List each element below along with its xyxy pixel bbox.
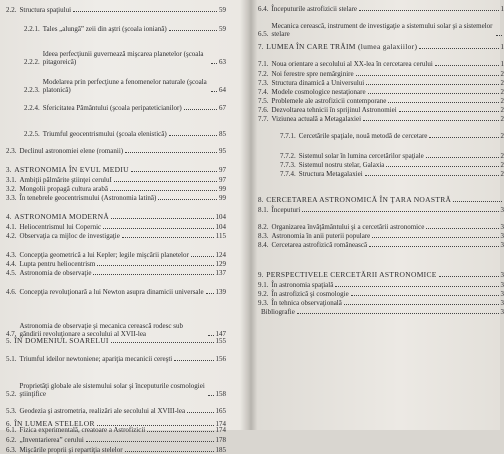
toc-entry-title: Sfericitatea Pământului (şcoala peripateticianilor) bbox=[43, 104, 182, 112]
toc-entry-title: În astrofizică şi cosmologie bbox=[272, 290, 349, 298]
toc-entry-title: În astronomia spaţială bbox=[272, 281, 334, 289]
toc-entry-page-number: 3 bbox=[501, 290, 504, 298]
toc-entry-title: Mongolii propagă cultura arabă bbox=[20, 185, 108, 193]
toc-entry-title: ÎN DOMENIUL SOARELUI bbox=[14, 337, 108, 345]
toc-entry-page-number: 3 bbox=[501, 241, 504, 249]
toc-entry-title: Dezvoltarea tehnicii în sprijinul Astronomiei bbox=[272, 106, 397, 114]
toc-entry-page-number: 2 bbox=[501, 161, 504, 169]
toc-entry-title: Lupta pentru heliocentrism bbox=[20, 260, 96, 268]
toc-entry-page-number: 3 bbox=[501, 223, 504, 231]
toc-entry-page-number: 64 bbox=[219, 86, 226, 94]
toc-entry-title: CERCETAREA ASTRONOMICĂ ÎN ŢARA NOASTRĂ bbox=[266, 196, 451, 204]
toc-entry-title: Proprietăţi globale ale sistemului solar şi începuturile cosmologiei ştiinţifice bbox=[20, 382, 206, 398]
toc-entry-page-number: 137 bbox=[216, 269, 227, 277]
toc-section-heading bbox=[6, 213, 226, 221]
toc-entry-title: Noi ferestre spre nemărginire bbox=[272, 70, 354, 78]
toc-entry-number: 8.1. bbox=[258, 206, 269, 214]
toc-entry-title: ASTRONOMIA ÎN EVUL MEDIU bbox=[14, 166, 129, 174]
toc-entry-title: Mecanica cerească, instrument de investigaţie a sistemului solar şi a sistemelor stelare bbox=[272, 22, 495, 38]
toc-entry-number: 3.1. bbox=[6, 176, 17, 184]
dot-leader bbox=[335, 286, 498, 287]
dot-leader bbox=[169, 135, 217, 136]
dot-leader bbox=[297, 313, 499, 314]
dot-leader bbox=[73, 11, 217, 12]
dot-leader bbox=[359, 10, 498, 11]
dot-leader bbox=[211, 63, 217, 64]
dot-leader bbox=[97, 265, 213, 266]
toc-entry-page-number: 2 bbox=[501, 170, 504, 178]
toc-entry-title: În tenebrele geocentrismului (Astronomia latină) bbox=[20, 194, 157, 202]
toc-entry bbox=[258, 79, 504, 87]
toc-entry-number: 7.3. bbox=[258, 79, 269, 87]
toc-entry bbox=[6, 194, 226, 202]
toc-entry-page-number: 63 bbox=[219, 58, 226, 66]
toc-entry bbox=[6, 355, 226, 363]
dot-leader bbox=[368, 93, 499, 94]
toc-entry-page-number: 2 bbox=[501, 152, 504, 160]
toc-entry-number: 8.4. bbox=[258, 241, 269, 249]
toc-entry-number: 3.2. bbox=[6, 185, 17, 193]
toc-entry-page-number: 2 bbox=[501, 88, 504, 96]
toc-entry-number: 4.3. bbox=[6, 251, 17, 259]
dot-leader bbox=[302, 211, 498, 212]
dot-leader bbox=[111, 342, 214, 343]
dot-leader bbox=[386, 166, 498, 167]
toc-entry-title: Structura Metagalaxiei bbox=[299, 170, 363, 178]
toc-entry-title: Structura spaţiului bbox=[20, 6, 72, 14]
toc-entry-title: Modele cosmologice nestaţionare bbox=[272, 88, 366, 96]
toc-entry-number: 7.7.4. bbox=[280, 170, 296, 178]
dot-leader bbox=[125, 451, 214, 452]
toc-entry-title: Heliocentrismul lui Copernic bbox=[20, 223, 102, 231]
dot-leader bbox=[103, 228, 213, 229]
toc-section-heading bbox=[258, 196, 504, 204]
toc-entry-number: 2.2.5. bbox=[24, 130, 40, 138]
toc-entry-title: Sistemul solar în lumina cercetărilor spaţiale bbox=[299, 152, 424, 160]
toc-entry-page-number: 174 bbox=[216, 420, 227, 428]
toc-section-heading bbox=[6, 166, 226, 174]
dot-leader bbox=[496, 35, 502, 36]
toc-entry-number: 2.2.4. bbox=[24, 104, 40, 112]
toc-entry-page-number: 156 bbox=[216, 355, 227, 363]
toc-entry-number: 7.7.1. bbox=[280, 132, 296, 140]
toc-entry-page-number: 115 bbox=[216, 232, 226, 240]
toc-entry-title: Triumful geocentrismului (şcoala elenistică) bbox=[43, 130, 167, 138]
toc-entry-number: 9. bbox=[258, 271, 263, 279]
dot-leader bbox=[125, 152, 217, 153]
dot-leader bbox=[110, 190, 217, 191]
toc-entry-title: ASTRONOMIA MODERNĂ bbox=[14, 213, 109, 221]
toc-entry-number: 7.4. bbox=[258, 88, 269, 96]
dot-leader bbox=[86, 441, 214, 442]
toc-entry-page-number: 99 bbox=[219, 194, 226, 202]
toc-entry bbox=[6, 446, 226, 454]
toc-entry-title: ÎN LUMEA STELELOR bbox=[14, 420, 95, 428]
toc-entry bbox=[6, 382, 226, 398]
toc-entry-number: 4.7. bbox=[6, 330, 17, 338]
dot-leader bbox=[184, 109, 217, 110]
toc-entry-number: 6.4. bbox=[258, 5, 269, 13]
dot-leader bbox=[435, 65, 499, 66]
toc-entry bbox=[6, 251, 226, 259]
toc-entry bbox=[258, 70, 504, 78]
toc-entry-title: Concepţia geometrică a lui Kepler; legile mişcării planetelor bbox=[20, 251, 189, 259]
toc-entry-number: 3.3. bbox=[6, 194, 17, 202]
dot-leader bbox=[426, 228, 498, 229]
toc-entry-number: 4.1. bbox=[6, 223, 17, 231]
dot-leader bbox=[191, 256, 214, 257]
toc-entry-page-number: 104 bbox=[216, 213, 227, 221]
toc-entry bbox=[258, 22, 504, 38]
dot-leader bbox=[187, 412, 213, 413]
toc-entry-page-number: 3 bbox=[501, 271, 504, 279]
toc-entry-page-number: 2 bbox=[501, 132, 504, 140]
dot-leader bbox=[369, 246, 498, 247]
toc-entry-number: 4.2. bbox=[6, 232, 17, 240]
dot-leader bbox=[399, 111, 499, 112]
dot-leader bbox=[122, 237, 214, 238]
toc-entry-page-number: 3 bbox=[501, 206, 504, 214]
toc-entry-page-number: 2 bbox=[501, 106, 504, 114]
toc-section-heading bbox=[258, 43, 504, 51]
toc-entry-number: 7.5. bbox=[258, 97, 269, 105]
toc-entry-page-number: 3 bbox=[501, 232, 504, 240]
toc-entry-title: Modelarea prin perfecţiune a fenomenelor naturale (şcoala platonică) bbox=[43, 78, 209, 94]
toc-entry-number: 6.3. bbox=[6, 446, 17, 454]
toc-entry-number: 2.2.2. bbox=[24, 58, 40, 66]
toc-entry-title: Geodezia şi astrometria, realizări ale secolului al XVIII-lea bbox=[20, 407, 186, 415]
toc-entry-page-number: 3 bbox=[501, 308, 504, 316]
toc-entry-number: 3. bbox=[6, 166, 11, 174]
dot-leader bbox=[174, 360, 213, 361]
toc-entry-number: 7.2. bbox=[258, 70, 269, 78]
toc-entry-title: Astronomia de observaţie bbox=[20, 269, 92, 277]
toc-entry bbox=[258, 5, 504, 13]
dot-leader bbox=[169, 30, 217, 31]
toc-entry-page-number: 155 bbox=[216, 337, 227, 345]
toc-entry-page-number: 147 bbox=[216, 330, 227, 338]
toc-entry-title: Începuturile astrofizicii stelare bbox=[272, 5, 358, 13]
toc-entry bbox=[258, 152, 504, 160]
toc-entry-title: Problemele ale astrofizicii contemporane bbox=[272, 97, 387, 105]
toc-entry-number: 9.3. bbox=[258, 299, 269, 307]
toc-entry-page-number: 185 bbox=[216, 446, 227, 454]
dot-leader bbox=[388, 102, 498, 103]
dot-leader bbox=[372, 237, 498, 238]
dot-leader bbox=[344, 304, 499, 305]
dot-leader bbox=[439, 276, 499, 277]
toc-entry bbox=[258, 106, 504, 114]
dot-leader bbox=[147, 431, 213, 432]
toc-entry bbox=[258, 206, 504, 214]
toc-entry-title: Bibliografie bbox=[261, 308, 295, 316]
toc-entry-number: 2.2.1. bbox=[24, 25, 40, 33]
toc-entry-title: „Inventarierea” cerului bbox=[20, 436, 84, 444]
toc-entry-title: Viziunea actuală a Metagalaxiei bbox=[272, 115, 362, 123]
toc-entry-title: Declinul astronomiei elene (romanii) bbox=[20, 147, 124, 155]
toc-entry-number: 7.7. bbox=[258, 115, 269, 123]
left-page bbox=[0, 0, 248, 430]
toc-entry-page-number: 174 bbox=[216, 426, 227, 434]
toc-entry bbox=[258, 241, 504, 249]
toc-entry-page-number: 67 bbox=[219, 104, 226, 112]
toc-entry-page-number: 99 bbox=[219, 185, 226, 193]
toc-entry-number: 7. bbox=[258, 43, 263, 51]
toc-entry bbox=[258, 161, 504, 169]
toc-entry-number: 4.5. bbox=[6, 269, 17, 277]
toc-entry-page-number: 139 bbox=[216, 288, 227, 296]
toc-entry-page-number: 2 bbox=[501, 79, 504, 87]
toc-entry bbox=[258, 88, 504, 96]
toc-entry-number: 4. bbox=[6, 213, 11, 221]
toc-entry-number: 5. bbox=[6, 337, 11, 345]
toc-entry-title: Cercetările spaţiale, nouă metodă de cercetare bbox=[299, 132, 428, 140]
toc-entry-title: Organizarea învăţământului şi a cercetării astronomice bbox=[272, 223, 425, 231]
toc-entry-number: 8.3. bbox=[258, 232, 269, 240]
toc-entry-number: 2.3. bbox=[6, 147, 17, 155]
toc-entry bbox=[258, 232, 504, 240]
toc-entry-page-number: 104 bbox=[216, 223, 227, 231]
toc-entry bbox=[258, 290, 504, 298]
toc-entry-title: Cercetarea astrofizică românească bbox=[272, 241, 368, 249]
toc-entry bbox=[258, 281, 504, 289]
toc-entry-number: 7.1. bbox=[258, 60, 269, 68]
toc-entry-number: 6. bbox=[6, 420, 11, 428]
toc-entry-title: Mişcările proprii şi repartiţia stelelor bbox=[20, 446, 123, 454]
toc-entry-title: Tales „alungă” zeii din aştri (şcoala ioniană) bbox=[43, 25, 167, 33]
toc-entry bbox=[258, 115, 504, 123]
toc-entry-title: Ideea perfecţiunii guvernează mişcarea planetelor (şcoala pitagoreică) bbox=[43, 50, 209, 66]
toc-entry-page-number: 97 bbox=[219, 176, 226, 184]
toc-entry-page-number: 59 bbox=[219, 6, 226, 14]
toc-entry-title: Concepţia revoluţionară a lui Newton asupra dinamicii universale bbox=[20, 288, 204, 296]
toc-entry bbox=[6, 426, 226, 434]
dot-leader bbox=[208, 335, 214, 336]
toc-entry-title: Astronomia de observaţie şi mecanica cerească rodesc sub gândirii revoluţionare a secolului al XVII-lea bbox=[20, 322, 206, 338]
toc-entry-page-number: 178 bbox=[216, 436, 227, 444]
toc-entry bbox=[6, 269, 226, 277]
toc-entry bbox=[6, 104, 226, 112]
right-page bbox=[252, 0, 500, 430]
dot-leader bbox=[351, 295, 499, 296]
toc-entry-page-number: 129 bbox=[216, 260, 227, 268]
toc-entry-number: 4.4. bbox=[6, 260, 17, 268]
toc-entry bbox=[6, 6, 226, 14]
toc-entry-number: 8. bbox=[258, 196, 263, 204]
toc-entry bbox=[258, 60, 504, 68]
toc-entry-number: 7.7.3. bbox=[280, 161, 296, 169]
toc-entry-page-number: 95 bbox=[219, 147, 226, 155]
toc-entry-title: Sistemul nostru stelar, Galaxia bbox=[299, 161, 385, 169]
toc-entry-number: 2.2.3. bbox=[24, 86, 40, 94]
toc-entry-title: Fizica experimentală, creatoare a Astrofizicii bbox=[20, 426, 146, 434]
toc-entry-number: 5.2. bbox=[6, 390, 17, 398]
toc-entry-page-number: 2 bbox=[501, 97, 504, 105]
toc-entry-title: În tehnica observaţională bbox=[272, 299, 342, 307]
toc-entry-page-number: 124 bbox=[216, 251, 227, 259]
toc-entry-page-number: 3 bbox=[501, 299, 504, 307]
toc-entry bbox=[258, 223, 504, 231]
toc-entry-number: 9.2. bbox=[258, 290, 269, 298]
toc-entry-page-number: 158 bbox=[216, 390, 227, 398]
toc-entry bbox=[258, 132, 504, 140]
dot-leader bbox=[93, 274, 213, 275]
toc-entry-number: 6.2. bbox=[6, 436, 17, 444]
toc-entry-number: 6.1. bbox=[6, 426, 17, 434]
toc-entry-page-number: 1 bbox=[501, 43, 504, 51]
toc-entry-title: Astronomia în anii puterii populare bbox=[272, 232, 371, 240]
dot-leader bbox=[419, 48, 498, 49]
toc-entry-page-number: 97 bbox=[219, 166, 226, 174]
toc-entry bbox=[6, 147, 226, 155]
toc-entry bbox=[6, 78, 226, 94]
toc-entry-number: 9.1. bbox=[258, 281, 269, 289]
toc-entry-page-number: 2 bbox=[501, 70, 504, 78]
toc-entry bbox=[6, 407, 226, 415]
toc-entry bbox=[258, 299, 504, 307]
toc-entry-number: 5.1. bbox=[6, 355, 17, 363]
toc-entry-title: LUMEA ÎN CARE TRĂIM (lumea galaxiilor) bbox=[266, 43, 417, 51]
dot-leader bbox=[114, 181, 217, 182]
toc-entry bbox=[6, 232, 226, 240]
toc-entry-number: 8.2. bbox=[258, 223, 269, 231]
toc-entry-page-number: 85 bbox=[219, 130, 226, 138]
toc-entry bbox=[258, 308, 504, 316]
toc-entry-title: Triumful ideilor newtoniene; apariţia mecanicii cereşti bbox=[20, 355, 173, 363]
toc-entry-page-number: 1 bbox=[501, 5, 504, 13]
dot-leader bbox=[211, 91, 217, 92]
toc-entry-page-number: 3 bbox=[501, 281, 504, 289]
dot-leader bbox=[366, 84, 498, 85]
toc-entry-page-number: 2 bbox=[501, 115, 504, 123]
dot-leader bbox=[208, 395, 214, 396]
dot-leader bbox=[365, 175, 499, 176]
toc-entry-number: 5.3. bbox=[6, 407, 17, 415]
toc-entry bbox=[6, 130, 226, 138]
toc-entry bbox=[6, 176, 226, 184]
toc-entry bbox=[6, 185, 226, 193]
toc-entry-page-number: 59 bbox=[219, 25, 226, 33]
toc-entry bbox=[6, 25, 226, 33]
toc-entry-title: Structura dinamică a Universului bbox=[272, 79, 365, 87]
toc-entry-title: Începuturi bbox=[272, 206, 301, 214]
dot-leader bbox=[111, 218, 213, 219]
toc-entry-title: Ambiţii pălmărite ştiinţei ceruluI bbox=[20, 176, 112, 184]
toc-section-heading bbox=[258, 271, 504, 279]
dot-leader bbox=[356, 75, 499, 76]
toc-entry-page-number: 165 bbox=[216, 407, 227, 415]
toc-entry bbox=[6, 50, 226, 66]
dot-leader bbox=[429, 137, 498, 138]
toc-entry bbox=[258, 97, 504, 105]
toc-entry bbox=[6, 288, 226, 296]
toc-entry-number: 7.7.2. bbox=[280, 152, 296, 160]
toc-entry-number: 6.5. bbox=[258, 30, 269, 38]
dot-leader bbox=[453, 201, 502, 202]
dot-leader bbox=[363, 120, 498, 121]
toc-section-heading bbox=[6, 337, 226, 345]
dot-leader bbox=[206, 293, 214, 294]
dot-leader bbox=[131, 171, 217, 172]
toc-entry-number: 2.2. bbox=[6, 6, 17, 14]
dot-leader bbox=[158, 199, 217, 200]
dot-leader bbox=[426, 157, 499, 158]
toc-entry bbox=[6, 436, 226, 444]
toc-entry-title: PERSPECTIVELE CERCETĂRII ASTRONOMICE bbox=[266, 271, 436, 279]
toc-entry-title: Noua orientare a secolului al XX-lea în cercetarea cerului bbox=[272, 60, 433, 68]
toc-entry bbox=[6, 223, 226, 231]
toc-entry bbox=[258, 170, 504, 178]
toc-entry-title: Observaţia ca mijloc de investigaţie bbox=[20, 232, 120, 240]
toc-entry-number: 7.6. bbox=[258, 106, 269, 114]
toc-entry bbox=[6, 260, 226, 268]
toc-entry-number: 4.6. bbox=[6, 288, 17, 296]
toc-entry-page-number: 1 bbox=[501, 60, 504, 68]
